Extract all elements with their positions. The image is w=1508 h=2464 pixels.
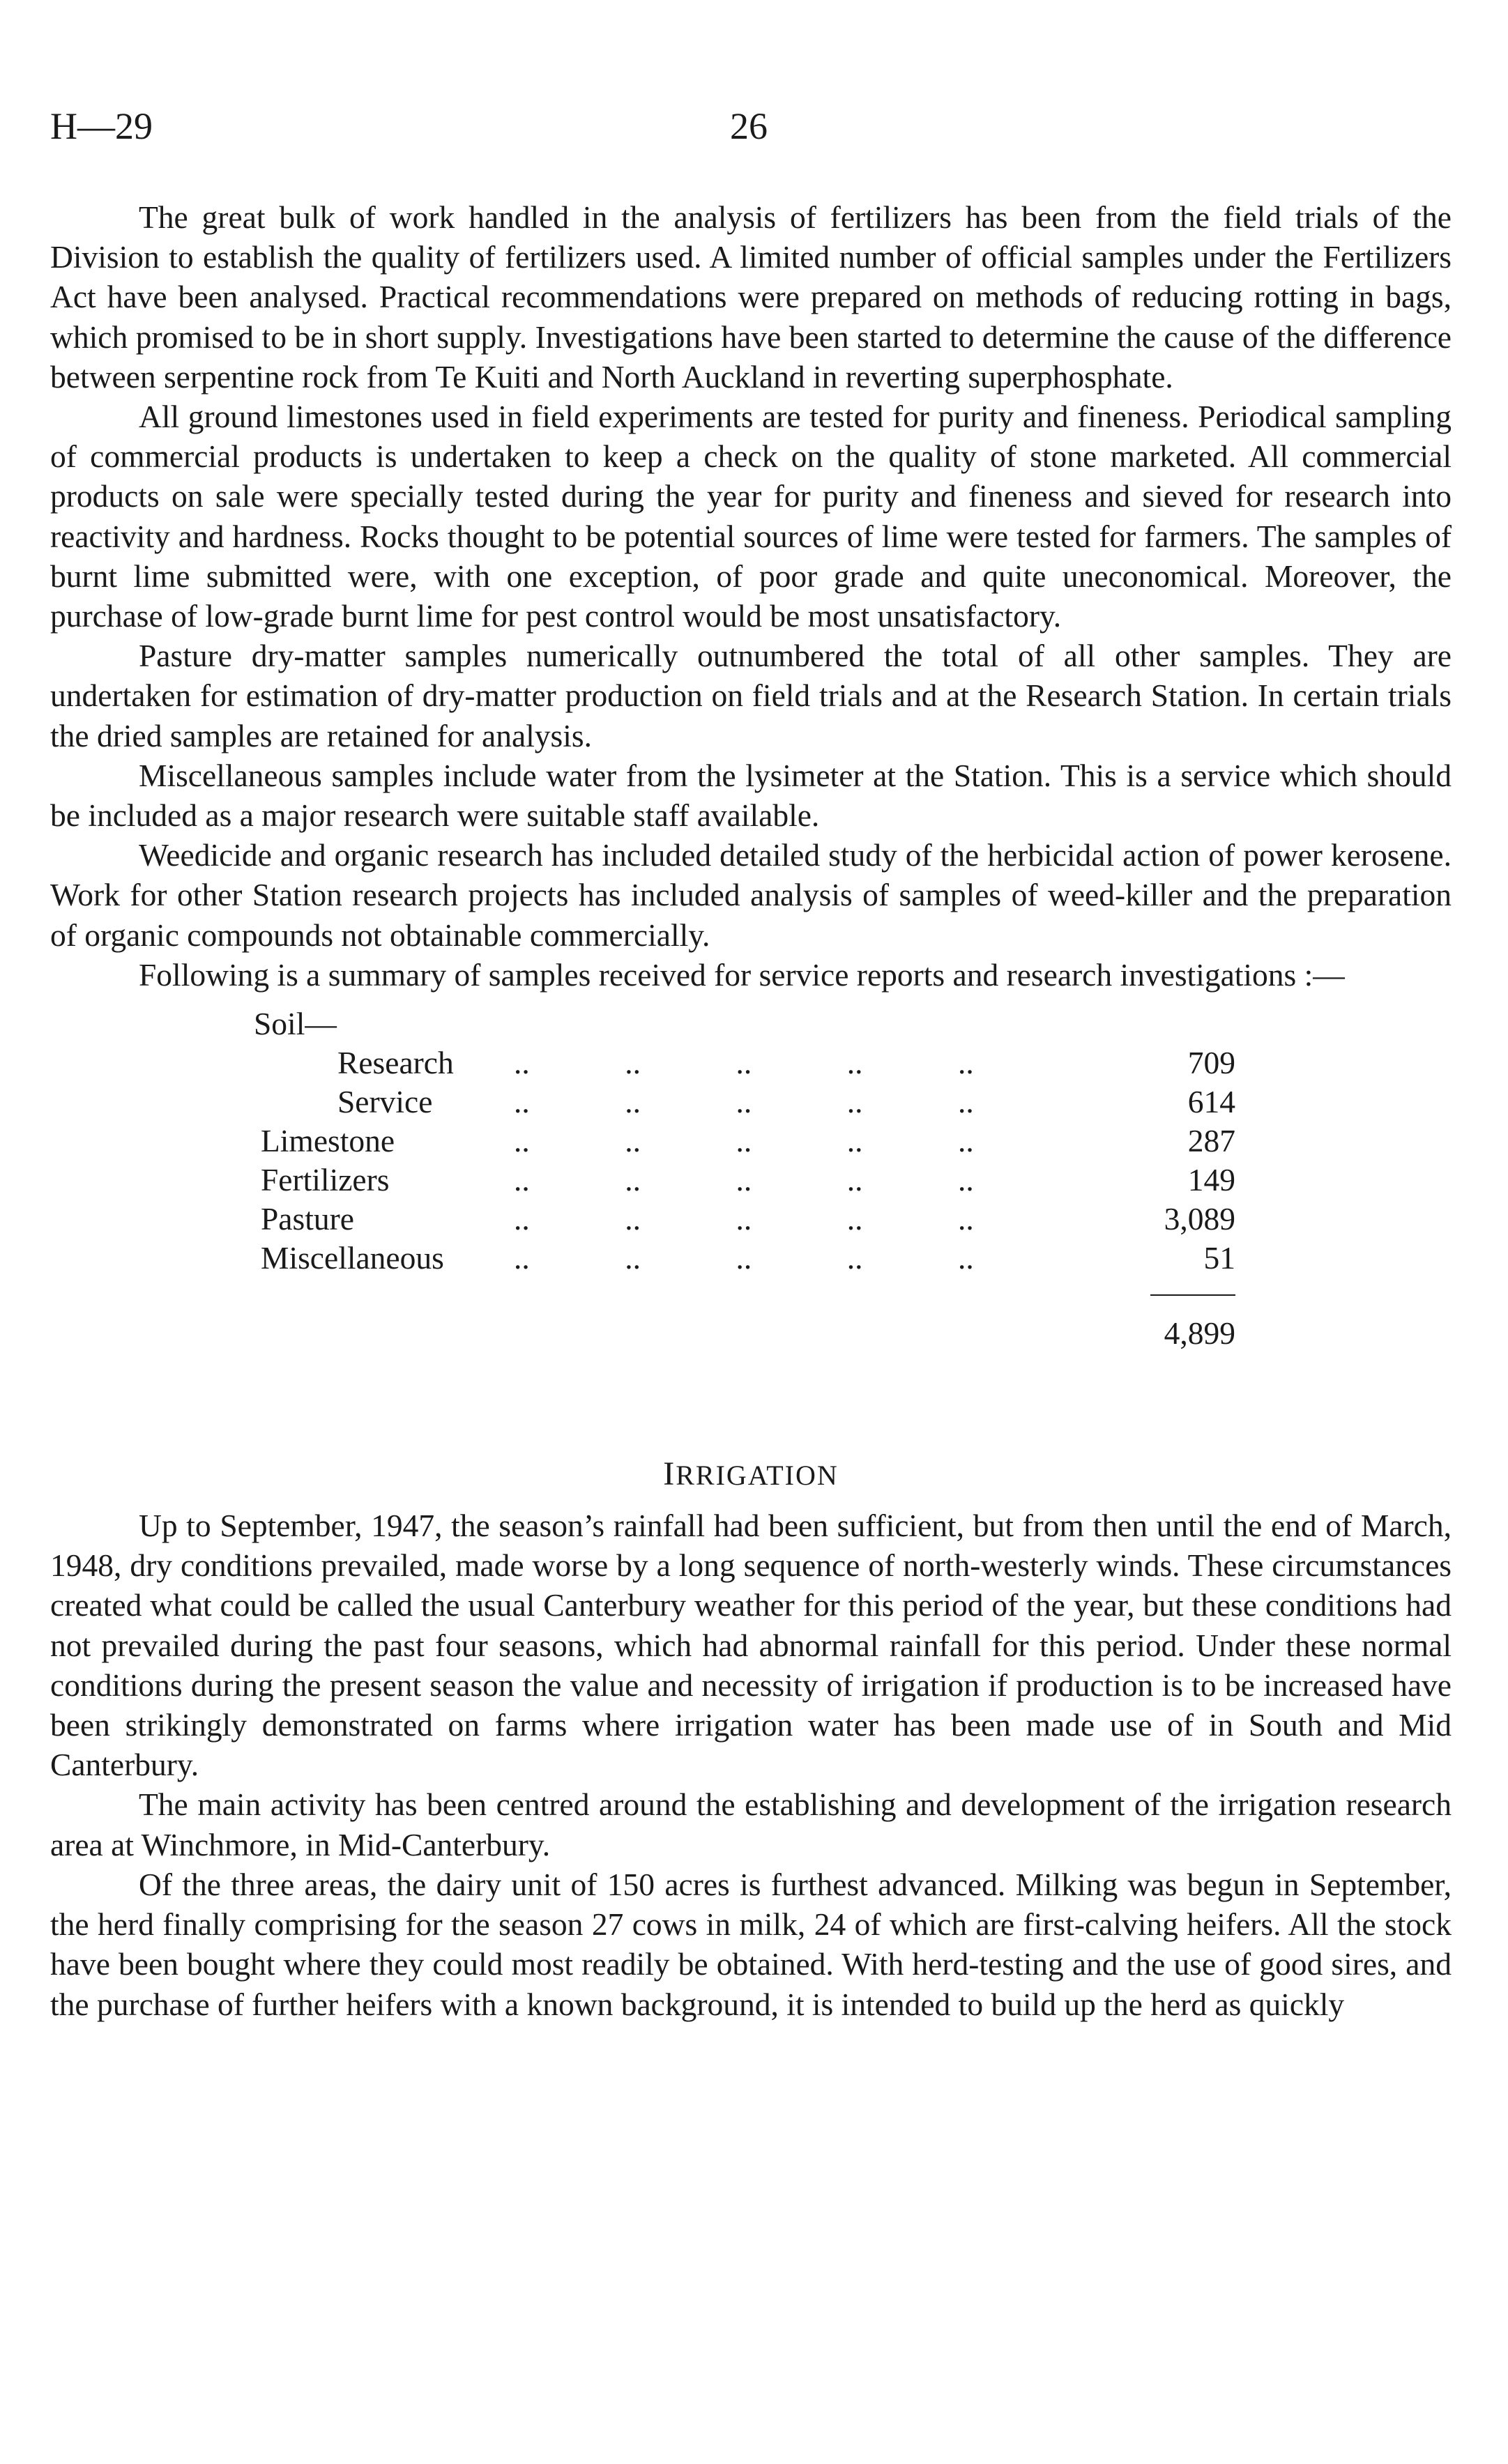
section-heading-irrigation [50, 1455, 1452, 1493]
summary-row-value: 149 [1187, 1162, 1235, 1198]
summary-row-label: Service [337, 1084, 433, 1120]
summary-row [50, 1200, 1235, 1239]
page-header [50, 105, 1452, 153]
paragraph-irrigation-dairy: Of the three areas, the dairy unit of 150 acres is furthest advanced. Milking was begun in September, the herd finally comprising for the season 27 cows in milk, 24 of which are first-calving heifers. All the stock have been bought where they could most readily be obtained. With herd-testing and the use of good sires, and the purchase of further heifers with a known background, it is intended to build up the herd as quickly [50, 1866, 1452, 2022]
summary-soil-row [50, 1004, 1235, 1043]
summary-total-row [50, 1314, 1235, 1353]
dot-leaders: .. .. .. .. .. [514, 1123, 974, 1159]
summary-row-value: 614 [1187, 1084, 1235, 1120]
dot-leaders: .. .. .. .. .. [514, 1240, 974, 1276]
dot-leaders: .. .. .. .. .. [514, 1084, 974, 1120]
heading-initial: I [663, 1455, 676, 1493]
summary-row [50, 1043, 1235, 1082]
paragraph-miscellaneous: Miscellaneous samples include water from the lysimeter at the Station. This is a service which should be included as a major research were suitable staff available. [50, 757, 1452, 834]
summary-row-label: Miscellaneous [261, 1240, 444, 1276]
summary-row-value: 3,089 [1164, 1201, 1235, 1237]
dot-leaders: .. .. .. .. .. [514, 1045, 974, 1081]
dot-leaders: .. .. .. .. .. [514, 1162, 974, 1198]
page-number: 26 [730, 105, 768, 147]
paragraph-irrigation-weather: Up to September, 1947, the season’s rainfall had been sufficient, but from then until the end of March, 1948, dry conditions prevailed, made worse by a long sequence of north-westerly winds. These circumstances created what could be called the usual Canterbury weather for this period of the year, but these conditions had not prevailed during the past four seasons, which had abnormal rainfall for this period. Under these normal conditions during the present season the value and necessity of irrigation if production is to be increased have been strikingly demonstrated on farms where irrigation water has been made use of in South and Mid Canterbury. [50, 1508, 1452, 1783]
paragraph-summary-intro: Following is a summary of samples received for service reports and research investigations :— [139, 956, 1345, 993]
summary-row-label: Pasture [261, 1201, 354, 1237]
summary-row-label: Limestone [261, 1123, 395, 1159]
heading-rest: RRIGATION [676, 1460, 839, 1492]
dot-leaders: .. .. .. .. .. [514, 1201, 974, 1237]
paragraph-pasture: Pasture dry-matter samples numerically outnumbered the total of all other samples. They are undertaken for estimation of dry-matter production on field trials and at the Research Station. In certain trials the dried samples are retained for analysis. [50, 638, 1452, 753]
paragraph-irrigation-winchmore: The main activity has been centred around the establishing and development of the irrigation research area at Winchmore, in Mid-Canterbury. [50, 1786, 1452, 1862]
summary-total-value: 4,899 [1164, 1315, 1235, 1352]
page-body [50, 197, 1452, 2024]
summary-row [50, 1082, 1235, 1122]
spacer [50, 1493, 1452, 1506]
summary-row [50, 1161, 1235, 1200]
total-rule [1150, 1294, 1235, 1296]
paragraph-fertilizers: The great bulk of work handled in the analysis of fertilizers has been from the field trials of the Division to establish the quality of fertilizers used. A limited number of official samples under the Fertilizers Act have been analysed. Practical recommendations were prepared on methods of reducing rotting in bags, which promised to be in short supply. Investigations have been started to determine the cause of the difference between serpentine rock from Te Kuiti and North Auckland in reverting superphosphate. [50, 199, 1452, 395]
summary-row-value: 709 [1187, 1045, 1235, 1081]
summary-row-label: Fertilizers [261, 1162, 390, 1198]
document-code: H—29 [50, 105, 153, 147]
samples-summary-table [50, 995, 1452, 1455]
summary-row [50, 1239, 1235, 1278]
summary-soil-label: Soil— [254, 1006, 337, 1042]
paragraph-weedicide: Weedicide and organic research has included detailed study of the herbicidal action of power kerosene. Work for other Station research projects has included analysis of samples of weed-killer and the preparation of organic compounds not obtainable commercially. [50, 837, 1452, 953]
paragraph-limestones: All ground limestones used in field experiments are tested for purity and fineness. Periodical sampling of commercial products is undertaken to keep a check on the quality of stone marketed. All commercial products on sale were specially tested during the year for purity and fineness and sieved for research into reactivity and hardness. Rocks thought to be potential sources of lime were tested for farmers. The samples of burnt lime submitted were, with one exception, of poor grade and quite uneconomical. Moreover, the purchase of low-grade burnt lime for pest control would be most unsatisfactory. [50, 399, 1452, 634]
summary-row-value: 51 [1203, 1240, 1235, 1276]
summary-row [50, 1122, 1235, 1161]
summary-row-label: Research [337, 1045, 454, 1081]
summary-row-value: 287 [1187, 1123, 1235, 1159]
